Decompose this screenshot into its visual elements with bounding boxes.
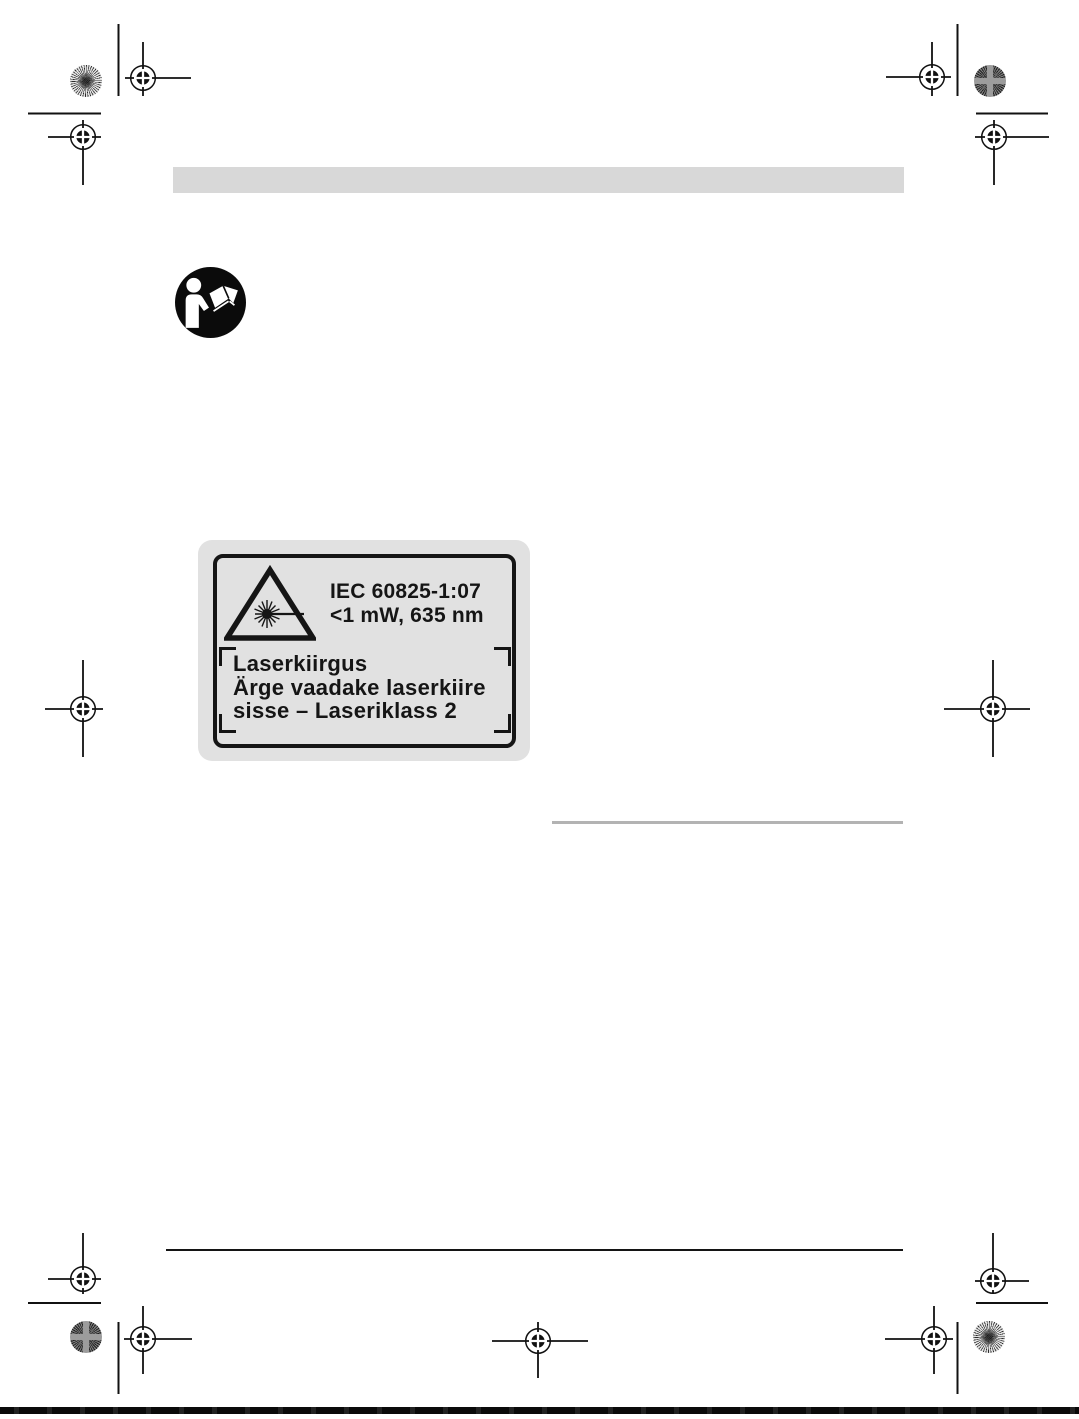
color-control-patch-icon (70, 1321, 102, 1353)
corner-bracket-icon (494, 647, 511, 666)
laser-label-frame (213, 554, 516, 748)
footer-rule (166, 1249, 903, 1251)
color-control-patch-icon (974, 65, 1006, 97)
laser-warning-text (233, 652, 486, 723)
registration-mark-icon (975, 120, 1049, 185)
column-divider-rule (552, 821, 903, 824)
registration-mark-icon (944, 660, 1030, 757)
trim-line (28, 24, 1048, 1394)
warning-line-2: Ärge vaadake laserkiire (233, 674, 486, 700)
registration-mark-icon (48, 120, 101, 185)
registration-mark-icon (886, 42, 951, 96)
laser-class-specs (330, 580, 484, 627)
color-control-patch-icon (70, 65, 102, 97)
registration-mark-icon (975, 1233, 1029, 1294)
registration-mark-icon (492, 1322, 588, 1378)
corner-bracket-icon (494, 714, 511, 733)
laser-warning-label (198, 540, 530, 761)
warning-line-3: sisse – Laseriklass 2 (233, 698, 458, 723)
registration-mark-icon (45, 660, 103, 757)
read-manual-icon (175, 267, 246, 338)
registration-mark-icon (124, 1306, 192, 1374)
registration-mark-icon (48, 1233, 101, 1294)
color-control-patch-icon (973, 1321, 1005, 1353)
iec-standard-line: IEC 60825-1:07 (330, 580, 482, 603)
registration-mark-icon (125, 42, 191, 96)
page-edge-bar (0, 1407, 1079, 1414)
laser-power-line: <1 mW, 635 nm (330, 603, 484, 627)
section-header-bar (173, 167, 904, 193)
laser-warning-text-block (219, 647, 511, 733)
warning-line-1: Laserkiirgus (233, 651, 368, 676)
laser-warning-triangle-icon (224, 565, 316, 643)
registration-mark-icon (885, 1306, 953, 1374)
